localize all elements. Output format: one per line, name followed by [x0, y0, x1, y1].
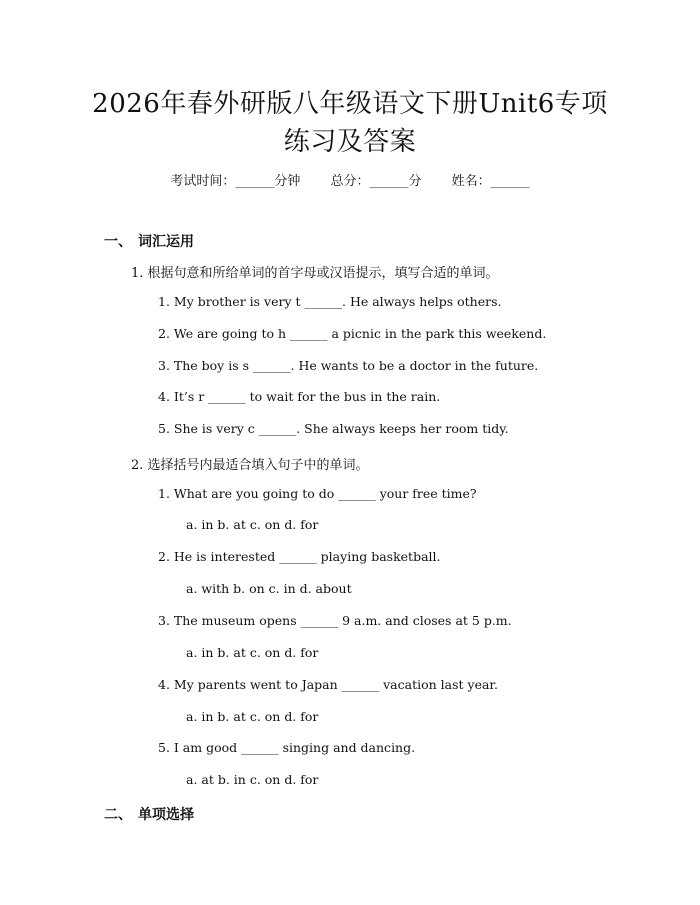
answer-options: a. in b. at c. on d. for: [186, 709, 319, 724]
question-item: 1. What are you going to do ______ your free time?: [158, 486, 477, 501]
question-item: 1. My brother is very t ______. He always helps others.: [158, 294, 502, 309]
question-item: 2. We are going to h ______ a picnic in the park this weekend.: [158, 326, 547, 341]
exam-time: 考试时间：______分钟: [170, 174, 301, 189]
answer-options: a. in b. at c. on d. for: [186, 517, 319, 532]
total-score: 总分：______分: [330, 174, 422, 189]
question-item: 5. She is very c ______. She always keeps her room tidy.: [158, 421, 509, 436]
part-instruction: 2. 选择括号内最适合填入句子中的单词。: [131, 458, 369, 473]
student-name: 姓名：______: [451, 174, 530, 189]
question-item: 5. I am good ______ singing and dancing.: [158, 740, 416, 755]
part-instruction: 1. 根据句意和所给单词的首字母或汉语提示，填写合适的单词。: [131, 266, 499, 281]
question-item: 3. The museum opens ______ 9 a.m. and closes at 5 p.m.: [158, 613, 512, 628]
section-number: 一、: [104, 234, 132, 250]
exam-info: [0, 170, 700, 189]
section-title: 单项选择: [138, 807, 194, 823]
question-item: 3. The boy is s ______. He wants to be a doctor in the future.: [158, 358, 539, 373]
section-heading: [104, 231, 194, 251]
page-title-continued: 练习及答案: [283, 127, 417, 157]
section-heading: [104, 804, 194, 824]
section-title: 词汇运用: [138, 234, 194, 250]
answer-options: a. at b. in c. on d. for: [186, 772, 319, 787]
answer-options: a. with b. on c. in d. about: [186, 581, 352, 596]
question-item: 2. He is interested ______ playing basketball.: [158, 549, 441, 564]
answer-options: a. in b. at c. on d. for: [186, 645, 319, 660]
question-item: 4. My parents went to Japan ______ vacation last year.: [158, 677, 498, 692]
page-title: 2026年春外研版八年级语文下册Unit6专项: [92, 89, 608, 119]
section-number: 二、: [104, 807, 132, 823]
question-item: 4. It’s r ______ to wait for the bus in the rain.: [158, 389, 441, 404]
